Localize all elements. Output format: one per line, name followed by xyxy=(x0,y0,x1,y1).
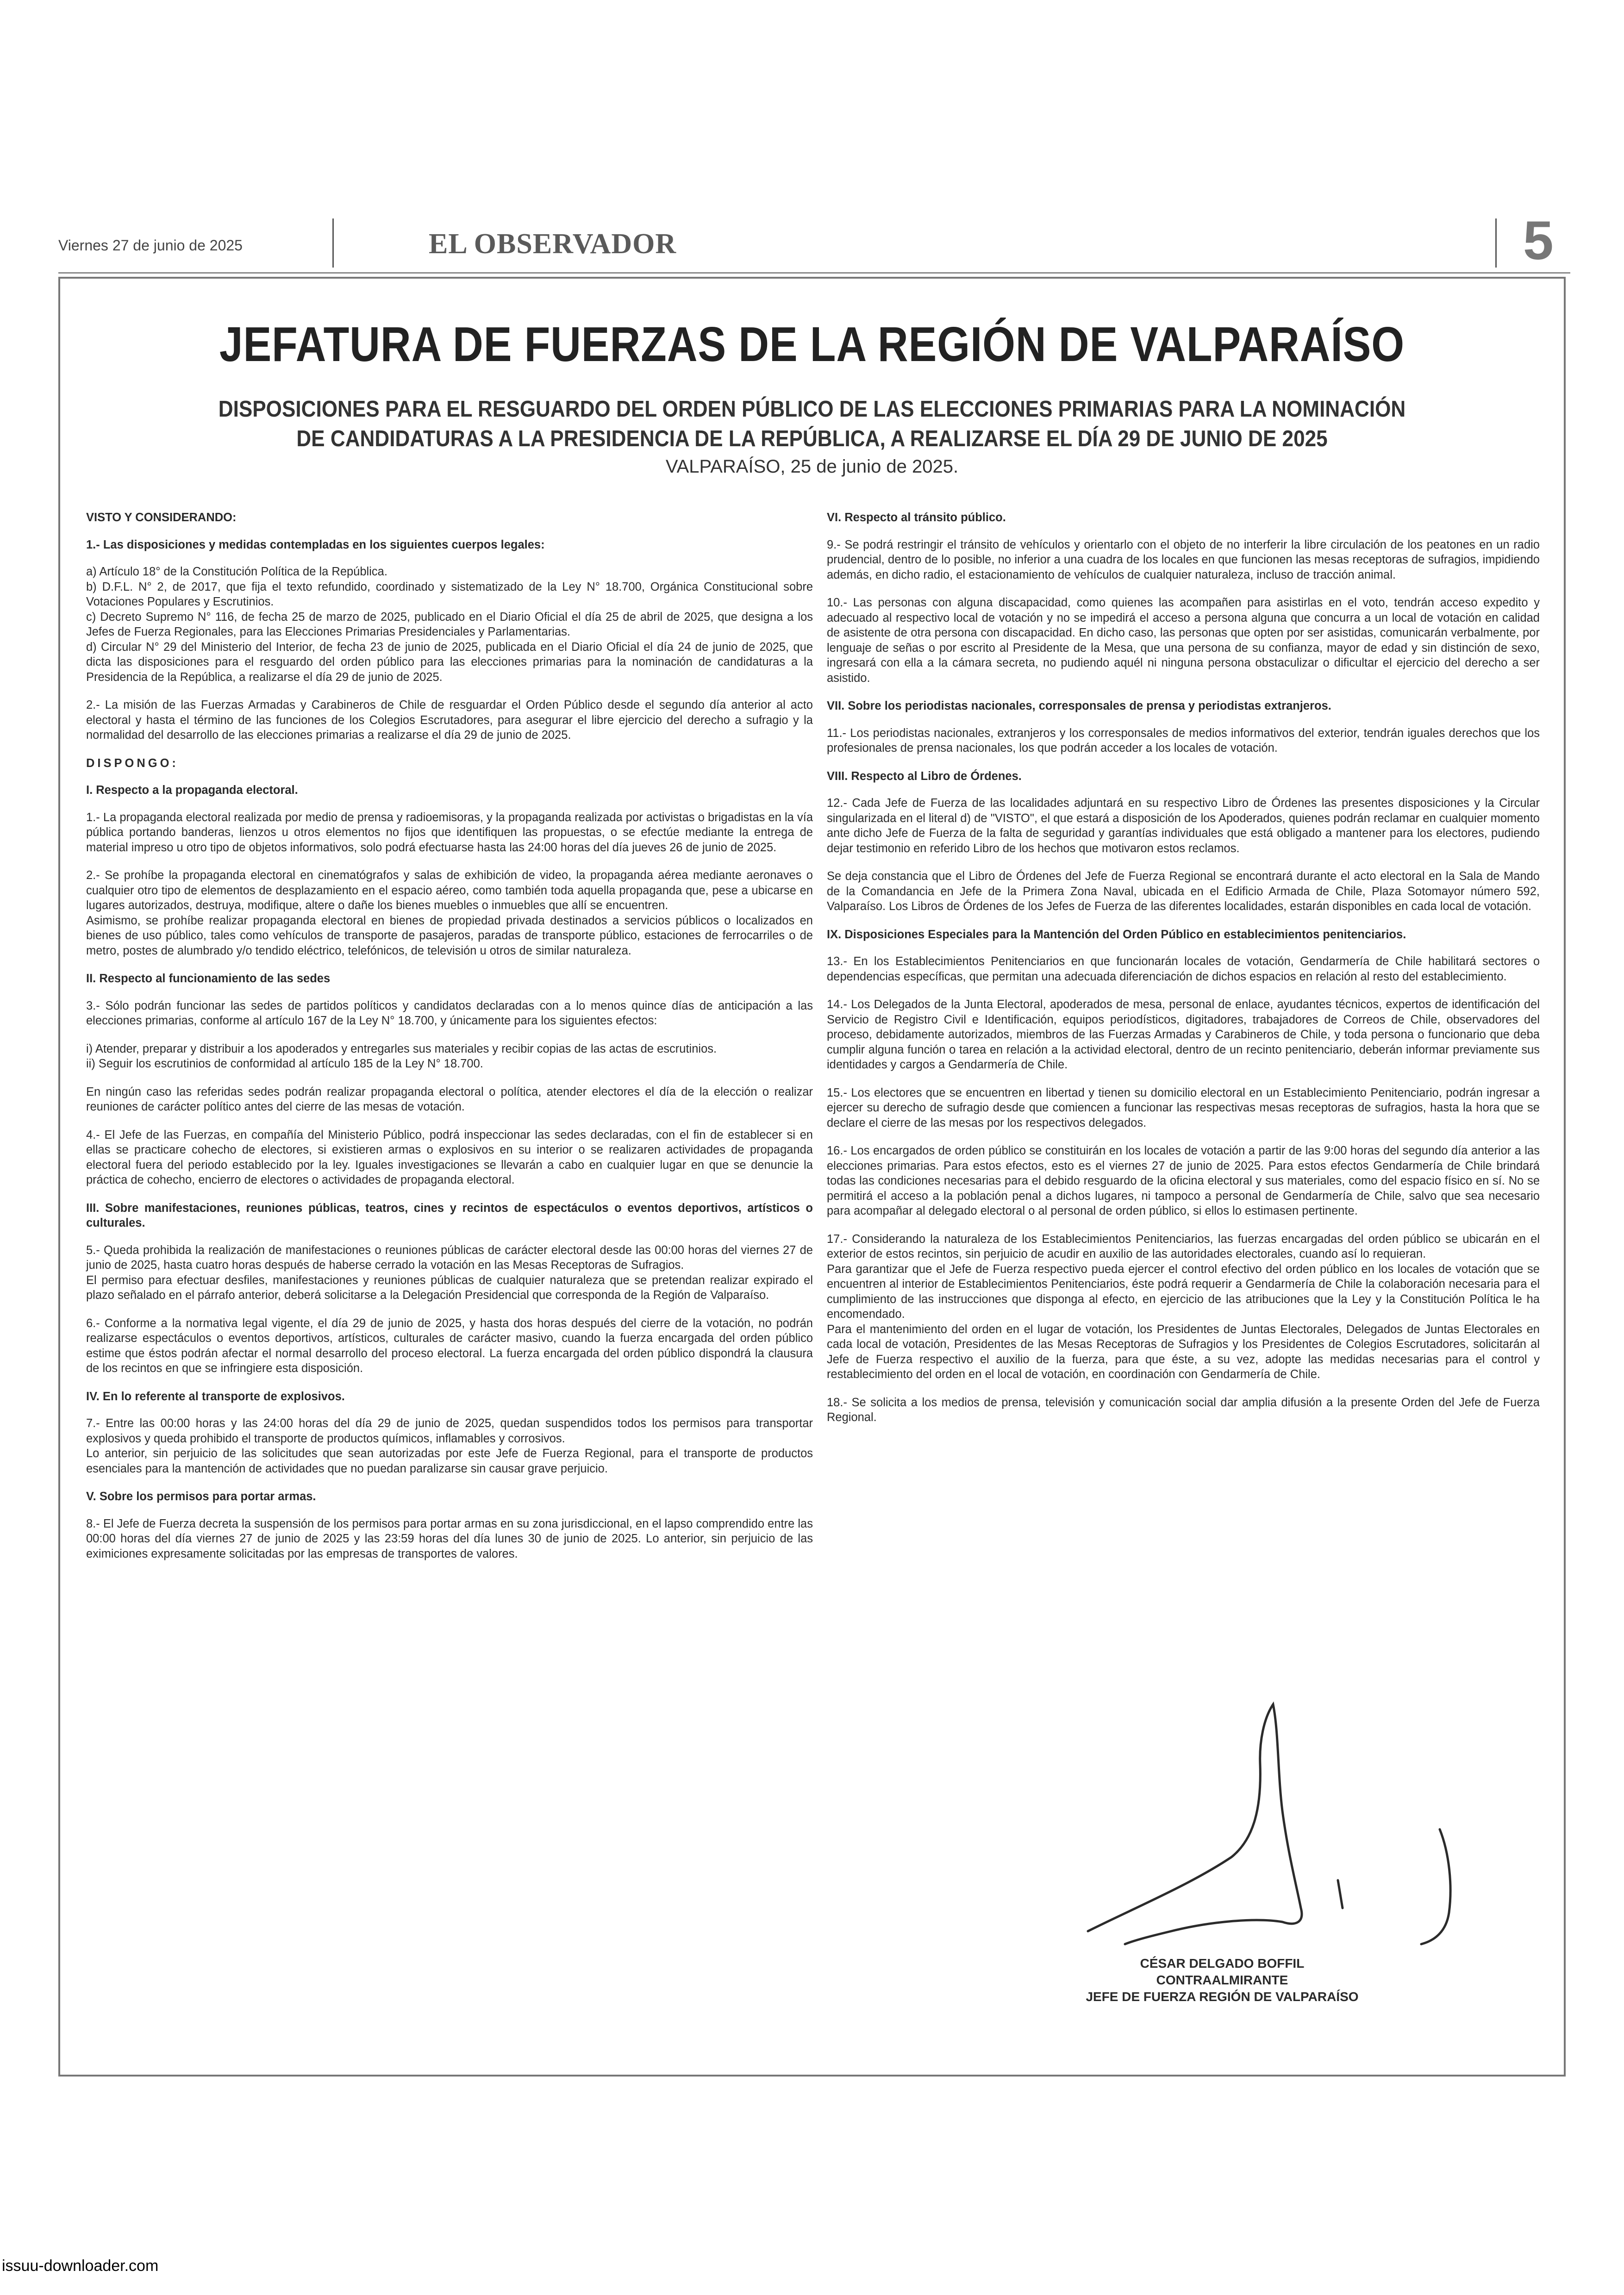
section-heading: DISPONGO: xyxy=(86,756,179,770)
issue-date: Viernes 27 de junio de 2025 xyxy=(58,237,243,254)
paragraph xyxy=(827,1232,1540,1382)
section-heading: I. Respecto a la propaganda electoral. xyxy=(86,784,298,797)
paragraph: 15.- Los electores que se encuentren en libertad y tienen su domicilio electoral en un Establecimiento Penitenciario, podrán ingresar a ejercer su derecho de sufragio desde que comiencen a funcionar las respectivas mesas receptoras de sufragios, hasta la hora que se declare el cierre de las mesas por los respectivos delegados. xyxy=(827,1086,1540,1129)
paragraph: 12.- Cada Jefe de Fuerza de las localidades adjuntará en su respectivo Libro de Órdenes las presentes disposiciones y la Circular singularizada en el literal d) de "VISTO", el que estará a disposición de los Apoderados, quienes podrán reclamar en cualquier momento ante dicho Jefe de Fuerza de la falta de seguridad y garantías individuales que está obligado a mantener para los electores, pudiendo dejar testimonio en referido Libro de los hechos que motivaron estos reclamos. xyxy=(827,797,1540,855)
signatory-name: CÉSAR DELGADO BOFFIL xyxy=(1140,1956,1305,1971)
paragraph: 18.- Se solicita a los medios de prensa, televisión y comunicación social dar amplia difusión a la presente Orden del Jefe de Fuerza Regional. xyxy=(827,1396,1540,1424)
paragraph-part: El permiso para efectuar desfiles, manifestaciones y reuniones públicas de cualquier naturaleza que se pretendan realizar expirado el plazo señalado en el párrafo anterior, deberá solicitarse a la Delegación Presidencial que corresponda de la Región de Valparaíso. xyxy=(86,1273,813,1302)
section-heading: IX. Disposiciones Especiales para la Mantención del Orden Público en establecimientos penitenciarios. xyxy=(827,928,1406,941)
notice-subtitle xyxy=(185,394,1438,454)
paragraph xyxy=(86,868,813,958)
header-rule xyxy=(58,272,1570,274)
section-heading: VII. Sobre los periodistas nacionales, corresponsales de prensa y periodistas extranjeros. xyxy=(827,699,1331,712)
subtitle-line: DE CANDIDATURAS A LA PRESIDENCIA DE LA REPÚBLICA, A REALIZARSE EL DÍA 29 DE JUNIO DE 2025 xyxy=(296,426,1328,451)
paragraph-heading: 1.- Las disposiciones y medidas contempladas en los siguientes cuerpos legales: xyxy=(86,538,545,551)
section-heading: II. Respecto al funcionamiento de las sedes xyxy=(86,972,331,985)
subtitle-line: DISPOSICIONES PARA EL RESGUARDO DEL ORDEN PÚBLICO DE LAS ELECCIONES PRIMARIAS PARA LA NOMINACIÓN xyxy=(218,397,1406,422)
handwritten-signature xyxy=(1079,1690,1495,1959)
paragraph: 6.- Conforme a la normativa legal vigente, el día 29 de junio de 2025, y hasta dos horas después del cierre de la votación, no podrán realizarse espectáculos o eventos deportivos, artísticos, culturales de carácter masivo, cuando la fuerza encargada del orden público estime que éstos podrán afectar el normal desarrollo del proceso electoral. La fuerza encargada del orden público dispondrá la clausura de los recintos en que se infringiere esta disposición. xyxy=(86,1316,813,1375)
header-divider xyxy=(1495,218,1497,268)
paragraph-part: Lo anterior, sin perjuicio de las solicitudes que sean autorizadas por este Jefe de Fuerza Regional, para el transporte de productos esenciales para la mantención de actividades que no puedan paralizarse sin causar grave perjuicio. xyxy=(86,1447,813,1475)
paragraph xyxy=(86,1243,813,1303)
notice-title: JEFATURA DE FUERZAS DE LA REGIÓN DE VALPARAÍSO xyxy=(219,317,1405,372)
paragraph: 8.- El Jefe de Fuerza decreta la suspensión de los permisos para portar armas en su zona jurisdiccional, en el lapso comprendido entre las 00:00 horas del día viernes 27 de junio de 2025 y las 23:59 horas del día lunes 30 de junio de 2025. Lo anterior, sin perjuicio de las eximiciones expresamente solicitadas por las empresas de transportes de valores. xyxy=(86,1517,813,1560)
section-heading: IV. En lo referente al transporte de explosivos. xyxy=(86,1390,345,1403)
paragraph: 9.- Se podrá restringir el tránsito de vehículos y orientarlo con el objeto de no interferir la libre circulación de los peatones en un radio prudencial, dentro de lo posible, no inferior a una cuadra de los locales en que funcionen las mesas receptoras de sufragios, impidiendo además, en dicho radio, el estacionamiento de vehículos de cualquier naturaleza, incluso de tracción animal. xyxy=(827,538,1540,581)
legal-reference: d) Circular N° 29 del Ministerio del Interior, de fecha 23 de junio de 2025, publicada en el Diario Oficial el día 24 de junio de 2025, que dicta las disposiciones para el resguardo del orden público para las elecciones primarias para la nominación de candidaturas a la Presidencia de la República, a realizarse el día 29 de junio de 2025. xyxy=(86,640,813,684)
paragraph: 13.- En los Establecimientos Penitenciarios en que funcionarán locales de votación, Gendarmería de Chile habilitará sectores o dependencias específicas, que permitan una adecuada diferenciación de dichos espacios en relación al resto del establecimiento. xyxy=(827,955,1540,983)
left-column xyxy=(86,510,813,1574)
signatory-role: JEFE DE FUERZA REGIÓN DE VALPARAÍSO xyxy=(1086,1989,1359,2004)
legal-reference: c) Decreto Supremo N° 116, de fecha 25 de marzo de 2025, publicado en el Diario Oficial el día 25 de abril de 2025, que designa a los Jefes de Fuerza Regionales, para las Elecciones Primarias Presidenciales y Parlamentarias. xyxy=(86,610,813,638)
paragraph: 10.- Las personas con alguna discapacidad, como quienes las acompañen para asistirlas en el voto, tendrán acceso expedito y adecuado al respectivo local de votación y no se impedirá el acceso a persona alguna que concurra a un local de votación en calidad de asistente de otra persona con discapacidad. En dicho caso, las personas que opten por ser asistidas, comunicarán verbalmente, por lenguaje de señas o por escrito al Presidente de la Mesa, que una persona de su confianza, mayor de edad y sin distinción de sexo, ingresará con ella a la cámara secreta, no pudiendo aquél ni ninguna persona obstaculizar o dificultar el ejercicio del derecho a ser asistido. xyxy=(827,596,1540,685)
paragraph-part: Asimismo, se prohíbe realizar propaganda electoral en bienes de propiedad privada destinados a servicios públicos o localizados en bienes de uso público, tales como vehículos de transporte de pasajeros, paradas de transporte público, estaciones de ferrocarriles o de metro, postes de alumbrado y/o tendido eléctrico, telefónicos, de televisión u otros de similar naturaleza. xyxy=(86,914,813,957)
newspaper-name: EL OBSERVADOR xyxy=(429,228,677,260)
section-heading: VIII. Respecto al Libro de Órdenes. xyxy=(827,769,1022,783)
paragraph xyxy=(86,1416,813,1476)
section-heading: III. Sobre manifestaciones, reuniones públicas, teatros, cines y recintos de espectáculos o eventos deportivos, artísticos o culturales. xyxy=(86,1201,813,1229)
paragraph: 11.- Los periodistas nacionales, extranjeros y los corresponsales de medios informativos del exterior, tendrán iguales derechos que los profesionales de prensa nacionales, los que podrán acceder a los locales de votación. xyxy=(827,726,1540,755)
paragraph: Se deja constancia que el Libro de Órdenes del Jefe de Fuerza Regional se encontrará durante el acto electoral en la Sala de Mando de la Comandancia en Jefe de la Primera Zona Naval, ubicada en el Edificio Armada de Chile, Plaza Sotomayor número 592, Valparaíso. Los Libros de Órdenes de los Jefes de Fuerza de las diferentes localidades, estarán disponibles en cada local de votación. xyxy=(827,870,1540,913)
page-number: 5 xyxy=(1523,210,1554,271)
signatory-rank: CONTRAALMIRANTE xyxy=(1156,1973,1288,1987)
section-heading: V. Sobre los permisos para portar armas. xyxy=(86,1490,316,1503)
legal-reference: a) Artículo 18° de la Constitución Política de la República. xyxy=(86,565,387,578)
header-divider xyxy=(332,218,334,268)
list-item: ii) Seguir los escrutinios de conformidad al artículo 185 de la Ley N° 18.700. xyxy=(86,1057,483,1070)
paragraph: 1.- La propaganda electoral realizada por medio de prensa y radioemisoras, y la propaganda realizada por activistas o brigadistas en la vía pública portando banderas, lienzos u otros elementos no fijos que identifiquen las propuestas, o se efectúe mediante la entrega de material impreso u otro tipo de objetos informativos, solo podrá efectuarse hasta las 24:00 horas del día jueves 26 de junio de 2025. xyxy=(86,811,813,854)
signature-block xyxy=(1023,1955,1421,2005)
paragraph: 4.- El Jefe de las Fuerzas, en compañía del Ministerio Público, podrá inspeccionar las sedes declaradas, con el fin de establecer si en ellas se practicare cohecho de electores, si existieren armas o explosivos en su interior o se realizaren actividades de propaganda electoral fuera del periodo establecido por la ley. Iguales investigaciones se llevarán a cabo en cualquier lugar en que se denuncie la práctica de cohecho, encierro de electores o actividades de propaganda electoral. xyxy=(86,1128,813,1186)
paragraph-part: 17.- Considerando la naturaleza de los Establecimientos Penitenciarios, las fuerzas encargadas del orden público se ubicarán en el exterior de estos recintos, sin perjuicio de acudir en auxilio de las autoridades electorales, cuando así lo requieran. xyxy=(827,1232,1540,1260)
paragraph-part: 2.- Se prohíbe la propaganda electoral en cinematógrafos y salas de exhibición de video, la propaganda aérea mediante aeronaves o cualquier otro tipo de elementos de desplazamiento en el espacio aéreo, como también toda aquella propaganda que, pese a ubicarse en lugares autorizados, destruya, modifique, altere o dañe los bienes muebles o inmuebles que allí se encuentren. xyxy=(86,869,813,912)
paragraph xyxy=(86,1041,813,1072)
legal-reference: b) D.F.L. N° 2, de 2017, que fija el texto refundido, coordinado y sistematizado de la Ley N° 18.700, Orgánica Constitucional sobre Votaciones Populares y Escrutinios. xyxy=(86,580,813,608)
paragraph: En ningún caso las referidas sedes podrán realizar propaganda electoral o política, atender electores el día de la elección o realizar reuniones de carácter político antes del cierre de las mesas de votación. xyxy=(86,1085,813,1113)
paragraph: 16.- Los encargados de orden público se constituirán en los locales de votación a partir de las 9:00 horas del segundo día anterior a las elecciones primarias. Para estos efectos, esto es el viernes 27 de junio de 2025. Para estos efectos Gendarmería de Chile brindará todas las condiciones necesarias para el debido resguardo de la oficina electoral y sus materiales, como del espacio físico en sí. No se permitirá el acceso a la población penal a dichos lugares, ni tampoco a personal de Gendarmería de Chile, salvo que sea necesario para acompañar al delegado electoral o al personal de orden público, si ellos lo estimasen pertinente. xyxy=(827,1144,1540,1217)
paragraph-part: 5.- Queda prohibida la realización de manifestaciones o reuniones públicas de carácter electoral desde las 00:00 horas del viernes 27 de junio de 2025, hasta cuatro horas después de haberse cerrado la votación en las Mesas Receptoras de Sufragios. xyxy=(86,1243,813,1272)
legal-references xyxy=(86,564,813,685)
notice-dateline: VALPARAÍSO, 25 de junio de 2025. xyxy=(665,456,959,477)
paragraph: 2.- La misión de las Fuerzas Armadas y Carabineros de Chile de resguardar el Orden Público desde el segundo día anterior al acto electoral y hasta el término de las funciones de los Colegios Escrutadores, para asegurar el libre ejercicio del derecho a sufragio y la normalidad del desarrollo de las elecciones primarias a realizarse el día 29 de junio de 2025. xyxy=(86,698,813,742)
paragraph: 3.- Sólo podrán funcionar las sedes de partidos políticos y candidatos declaradas con a lo menos quince días de anticipación a las elecciones primarias, conforme al artículo 167 de la Ley N° 18.700, y únicamente para los siguientes efectos: xyxy=(86,999,813,1027)
paragraph: 14.- Los Delegados de la Junta Electoral, apoderados de mesa, personal de enlace, ayudantes técnicos, expertos de identificación del Servicio de Registro Civil e Identificación, equipos periodísticos, digitadores, trabajadores de Correos de Chile, observadores del proceso, debidamente autorizados, miembros de las Fuerzas Armadas y Carabineros de Chile, y toda persona o funcionario que deba cumplir alguna función o tarea en relación a la actividad electoral, dentro de un recinto penitenciario, deberán informar previamente sus identidades y cargos a Gendarmería de Chile. xyxy=(827,998,1540,1071)
paragraph-part: Para el mantenimiento del orden en el lugar de votación, los Presidentes de Juntas Electorales, Delegados de Juntas Electorales en cada local de votación, Presidentes de las Mesas Receptoras de Sufragios y los Presidentes de Colegios Escrutadores, solicitarán al Jefe de Fuerza respectivo el auxilio de la fuerza, para que éste, a su vez, adopte las medidas necesarias para el control y restablecimiento del orden en el local de votación, en coordinación con Gendarmería de Chile. xyxy=(827,1322,1540,1381)
right-column xyxy=(827,510,1540,1438)
section-heading: VISTO Y CONSIDERANDO: xyxy=(86,511,237,524)
section-heading: VI. Respecto al tránsito público. xyxy=(827,511,1006,524)
paragraph-part: 7.- Entre las 00:00 horas y las 24:00 horas del día 29 de junio de 2025, quedan suspendidos todos los permisos para transportar explosivos y queda prohibido el transporte de productos químicos, inflamables y corrosivos. xyxy=(86,1417,813,1445)
list-item: i) Atender, preparar y distribuir a los apoderados y entregarles sus materiales y recibir copias de las actas de escrutinios. xyxy=(86,1042,717,1055)
watermark: issuu-downloader.com xyxy=(2,2257,159,2275)
paragraph-part: Para garantizar que el Jefe de Fuerza respectivo pueda ejercer el control efectivo del orden público en los locales de votación que se encuentren al interior de Establecimientos Penitenciarios, éste podrá requerir a Gendarmería de Chile la colaboración necesaria para el cumplimiento de las instrucciones que disponga al efecto, en ejercicio de las atribuciones que la Ley y la Constitución Política le ha encomendado. xyxy=(827,1262,1540,1321)
official-notice xyxy=(58,277,1566,2077)
